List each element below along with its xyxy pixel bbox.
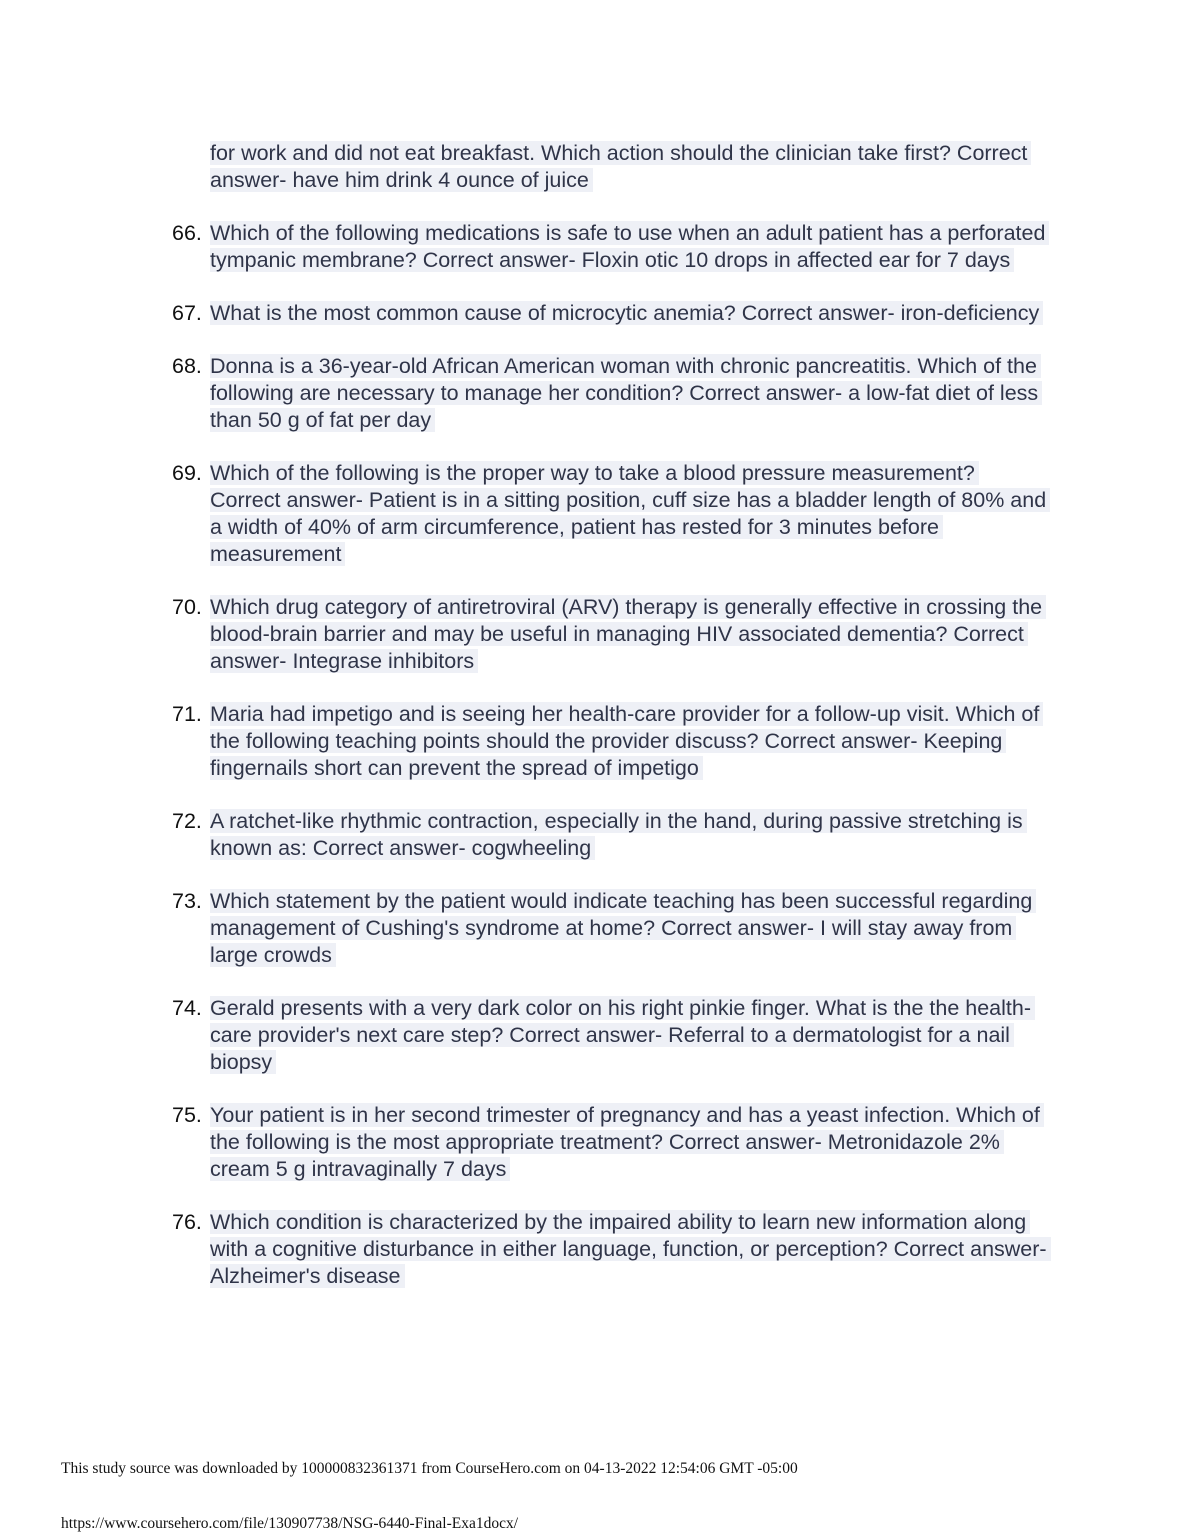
question-text: Your patient is in her second trimester of pregnancy and has a yeast infection. Which of the following is the most appropriate treatment? Correct answer- Metronidazole 2% cream 5 g intravaginally 7 days [210,1103,1044,1181]
question-item-70 [172,594,1050,675]
question-text: Maria had impetigo and is seeing her health-care provider for a follow-up visit. Which of the following teaching points should the provider discuss? Correct answer- Keeping fingernails short can prevent the spread of impetigo [210,702,1043,780]
question-number: 67. [172,301,202,325]
question-number: 76. [172,1210,202,1234]
question-number: 66. [172,221,202,245]
question-number: 71. [172,702,202,726]
question-item-71 [172,701,1050,782]
question-text: Donna is a 36-year-old African American woman with chronic pancreatitis. Which of the following are necessary to manage her condition? Correct answer- a low-fat diet of less than 50 g of fat per day [210,354,1042,432]
question-item-68 [172,353,1050,434]
question-item-76 [172,1209,1050,1290]
question-number: 74. [172,996,202,1020]
question-item-74 [172,995,1050,1076]
question-text: Which statement by the patient would indicate teaching has been successful regarding management of Cushing's syndrome at home? Correct answer- I will stay away from large crowds [210,889,1036,967]
question-text: Which condition is characterized by the impaired ability to learn new information along with a cognitive disturbance in either language, function, or perception? Correct answer- Alzheimer's disease [210,1210,1051,1288]
question-item-66 [172,220,1050,274]
question-item-69 [172,460,1050,568]
question-text: Which drug category of antiretroviral (ARV) therapy is generally effective in crossing the blood-brain barrier and may be useful in managing HIV associated dementia? Correct answer- Integrase inhibitors [210,595,1046,673]
question-number: 68. [172,354,202,378]
question-item-75 [172,1102,1050,1183]
question-item-73 [172,888,1050,969]
question-text: A ratchet-like rhythmic contraction, especially in the hand, during passive stretching is known as: Correct answer- cogwheeling [210,809,1027,860]
question-text: Gerald presents with a very dark color on his right pinkie finger. What is the the health-care provider's next care step? Correct answer- Referral to a dermatologist for a nail biopsy [210,996,1035,1074]
question-number: 73. [172,889,202,913]
question-item-67 [172,300,1050,327]
download-notice: This study source was downloaded by 100000832361371 from CourseHero.com on 04-13-2022 12:54:06 GMT -05:00 [61,1460,798,1477]
question-item-72 [172,808,1050,862]
question-list [0,140,1190,1316]
question-continuation [210,140,1050,194]
question-text: What is the most common cause of microcytic anemia? Correct answer- iron-deficiency [210,301,1043,325]
question-text: Which of the following medications is safe to use when an adult patient has a perforated tympanic membrane? Correct answer- Floxin otic 10 drops in affected ear for 7 days [210,221,1049,272]
source-url: https://www.coursehero.com/file/130907738/NSG-6440-Final-Exa1docx/ [61,1515,519,1532]
question-number: 72. [172,809,202,833]
question-text: for work and did not eat breakfast. Which action should the clinician take first? Correct answer- have him drink 4 ounce of juice [210,141,1031,192]
question-number: 75. [172,1103,202,1127]
question-text: Which of the following is the proper way to take a blood pressure measurement? Correct answer- Patient is in a sitting position, cuff size has a bladder length of 80% and a width of 40% of arm circumference, patient has rested for 3 minutes before measurement [210,461,1050,566]
question-number: 70. [172,595,202,619]
question-number: 69. [172,461,202,485]
